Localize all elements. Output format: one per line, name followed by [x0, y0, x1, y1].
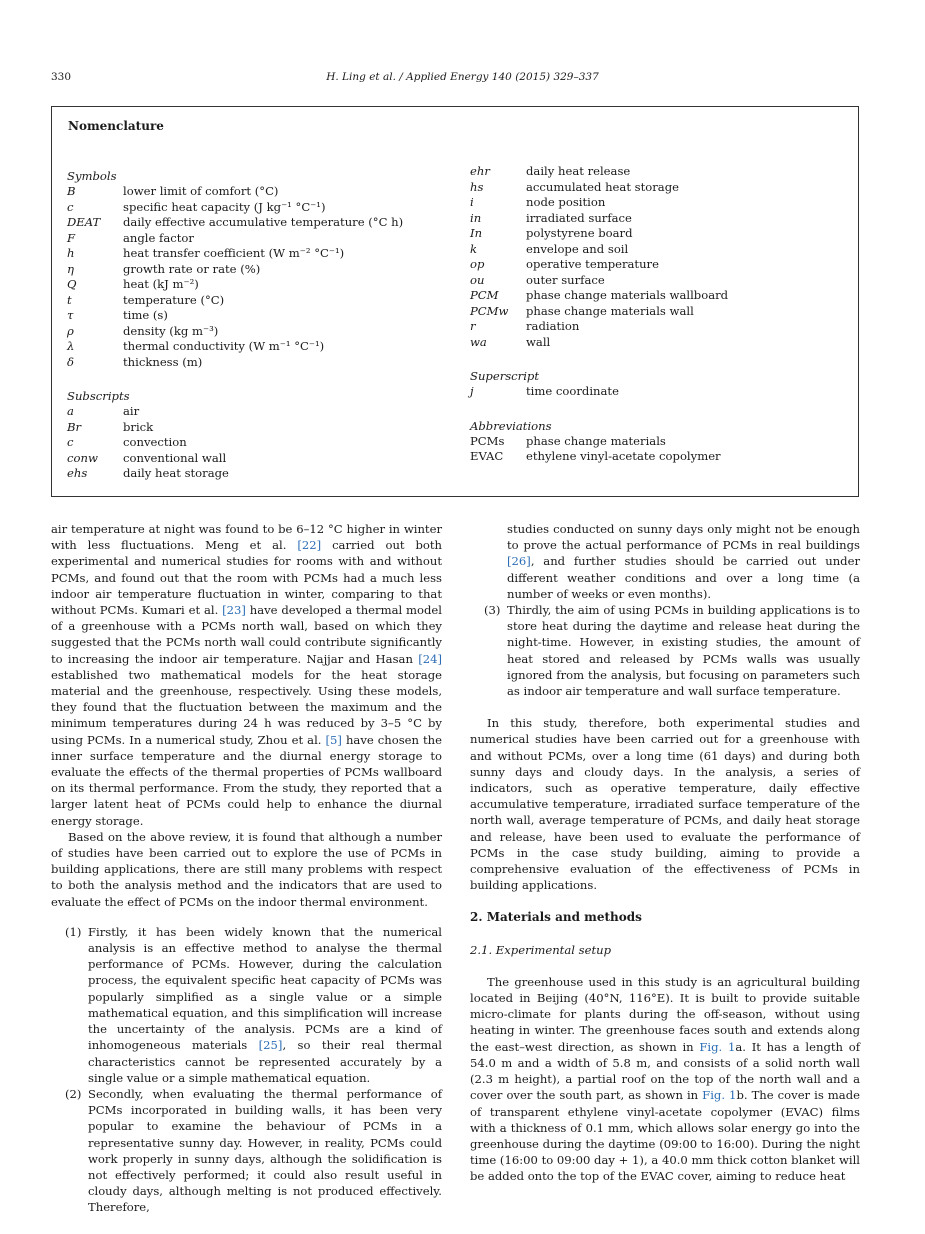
left-column: [51, 521, 442, 1216]
page-number: 330: [51, 71, 72, 83]
nomenclature-entry: [470, 257, 728, 273]
nomenclature-definition: specific heat capacity (J kg⁻¹ °C⁻¹): [123, 199, 326, 214]
nomenclature-symbol: a: [67, 404, 74, 418]
nomenclature-symbol: τ: [67, 308, 74, 322]
nomenclature-definition: wall: [526, 334, 551, 349]
nomenclature-definition: growth rate or rate (%): [123, 261, 261, 276]
nomenclature-entry: [67, 420, 403, 436]
nomenclature-definition: daily effective accumulative temperature (°C h): [123, 215, 404, 229]
nomenclature-symbol: k: [470, 241, 478, 256]
nomenclature-entry: [470, 164, 728, 180]
nomenclature-symbol: t: [67, 292, 72, 307]
nomenclature-definition: polystyrene board: [526, 226, 633, 240]
paragraph: Based on the above review, it is found that although a number of studies have been carried out to explore the use of PCMs in building applications, there are still many problems with respect to both the analysis method and the indicators that are used to evaluate the effect of PCMs on the indoor thermal environment.: [51, 829, 442, 909]
nomenclature-entry: [470, 180, 728, 196]
nomenclature-symbol: λ: [67, 339, 75, 353]
nomenclature-definition: outer surface: [526, 272, 605, 287]
nomenclature-definition: heat transfer coefficient (W m⁻² °C⁻¹): [123, 246, 345, 260]
nomenclature-definition: envelope and soil: [526, 241, 629, 256]
citation-link[interactable]: [25]: [258, 1038, 283, 1053]
nomenclature-symbol: B: [67, 184, 76, 198]
nomenclature-entry: [67, 451, 403, 467]
nomenclature-symbol: PCMs: [470, 433, 505, 448]
paragraph: In this study, therefore, both experimental studies and numerical studies have been carried out for a greenhouse with and without PCMs, over a long time (61 days) and during both sunny days and cloudy days. In the analysis, a series of indicators, such as operative temperature, daily effective accumulative temperature, irradiated surface temperature of the north wall, average temperature of PCMs, and daily heat storage and release, have been used to evaluate the performance of PCMs in the case study building, aiming to provide a comprehensive evaluation of the effectiveness of PCMs in building applications.: [470, 716, 860, 893]
nomenclature-symbol: ou: [470, 272, 485, 287]
nomenclature-section-heading: Symbols: [67, 169, 117, 183]
paragraph: air temperature at night was found to be 6–12 °C higher in winter with less fluctuations. Meng et al. [22] carried out both experimental and numerical studies for rooms with and without PCMs, and found out that the room with PCMs had a much less indoor air temperature fluctuation in winter, comparing to that without PCMs. Kumari et al. [23] have developed a thermal model of a greenhouse with a PCMs north wall, based on which they suggested that the PCMs north wall could contribute significantly to increasing the indoor air temperature. Najjar and Hasan [24] established two mathematical models for the heat storage material and the greenhouse, respectively. Using these models, they found that the fluctuation between the maximum and the minimum temperatures during 24 h was reduced by 3–5 °C by using PCMs. In a numerical study, Zhou et al. [5] have chosen the inner surface temperature and the diurnal energy storage to evaluate the effects of the thermal properties of PCMs wallboard on its thermal performance. From the study, they reported that a larger latent heat of PCMs could help to enhance the diurnal energy storage.: [51, 522, 443, 828]
nomenclature-symbol: h: [67, 246, 75, 260]
nomenclature-symbol: ehs: [67, 466, 88, 480]
nomenclature-entry: [67, 200, 403, 216]
nomenclature-definition: accumulated heat storage: [526, 179, 679, 194]
nomenclature-symbol: i: [470, 195, 474, 209]
nomenclature-entry: [67, 215, 403, 231]
nomenclature-definition: density (kg m⁻³): [123, 323, 219, 338]
nomenclature-entry: [67, 184, 403, 200]
nomenclature-left-column: [67, 168, 403, 482]
nomenclature-entry: [67, 435, 403, 451]
nomenclature-symbol: PCM: [470, 288, 499, 302]
nomenclature-definition: radiation: [526, 319, 580, 333]
nomenclature-entry: [470, 335, 728, 351]
figure-link[interactable]: Fig. 1: [699, 1039, 736, 1054]
nomenclature-right-column: [470, 164, 728, 465]
nomenclature-entry: [67, 466, 403, 482]
citation-link[interactable]: [26]: [507, 554, 531, 569]
nomenclature-entry: [470, 304, 728, 320]
nomenclature-section-heading: Superscript: [470, 369, 540, 383]
right-column: [470, 521, 860, 1185]
nomenclature-definition: phase change materials wall: [526, 303, 694, 318]
figure-link[interactable]: Fig. 1: [702, 1088, 737, 1103]
nomenclature-definition: phase change materials wallboard: [526, 288, 729, 302]
nomenclature-symbol: In: [470, 226, 483, 240]
citation-link[interactable]: [5]: [325, 732, 342, 747]
nomenclature-definition: operative temperature: [526, 257, 659, 271]
running-head: H. Ling et al. / Applied Energy 140 (2015) 329–337: [326, 71, 599, 83]
nomenclature-symbol: wa: [470, 334, 487, 349]
nomenclature-entry: [470, 449, 728, 465]
nomenclature-symbol: r: [470, 319, 476, 333]
nomenclature-symbol: c: [67, 199, 74, 214]
nomenclature-symbol: η: [67, 261, 74, 276]
citation-link[interactable]: [22]: [297, 538, 322, 553]
nomenclature-entry: [470, 211, 728, 227]
list-item: (1) Firstly, it has been widely known that the numerical analysis is an effective method to analyse the thermal performance of PCMs. However, during the calculation process, the equivalent specific heat capacity of PCMs was popularly simplified as a single value or a simple mathematical equation, and this simplification will increase the uncertainty of the analysis. PCMs are a kind of inhomogeneous materials [25], so their real thermal characteristics cannot be represented accurately by a single value or a simple mathematical equation.: [65, 924, 442, 1085]
nomenclature-entry: [470, 319, 728, 335]
nomenclature-symbol: c: [67, 435, 74, 449]
nomenclature-symbol: hs: [470, 179, 484, 194]
nomenclature-symbol: Br: [67, 419, 82, 434]
nomenclature-definition: brick: [123, 419, 154, 434]
nomenclature-symbol: conw: [67, 450, 98, 465]
nomenclature-definition: node position: [526, 195, 606, 209]
nomenclature-definition: convection: [123, 435, 187, 449]
nomenclature-box: [51, 106, 859, 497]
nomenclature-symbol: EVAC: [470, 449, 504, 463]
nomenclature-definition: phase change materials: [526, 433, 666, 448]
nomenclature-entry: [67, 277, 403, 293]
nomenclature-entry: [470, 288, 728, 304]
subsection-heading: 2.1. Experimental setup: [470, 942, 611, 957]
nomenclature-symbol: F: [67, 230, 76, 245]
nomenclature-definition: time (s): [123, 308, 168, 322]
list-item: (3) Thirdly, the aim of using PCMs in building applications is to store heat during the daytime and release heat during the night-time. However, in existing studies, the amount of heat stored and released by PCMs walls was usually ignored from the analysis, but focusing on parameters such as indoor air temperature and wall surface temperature.: [484, 603, 860, 699]
nomenclature-symbol: DEAT: [67, 215, 101, 229]
nomenclature-symbol: in: [470, 210, 482, 225]
paragraph: The greenhouse used in this study is an agricultural building located in Beijing (40°N, 116°E). It is built to provide suitable micro-climate for plants during the off-season, without using heating in winter. The greenhouse faces south and extends along the east–west direction, as shown in Fig. 1a. It has a length of 54.0 m and a width of 5.8 m, and consists of a solid north wall (2.3 m height), a partial roof on the top of the north wall and a cover over the south part, as shown in Fig. 1b. The cover is made of transparent ethylene vinyl-acetate copolymer (EVAC) films with a thickness of 0.1 mm, which allows solar energy go into the greenhouse during the daytime (09:00 to 16:00). During the night time (16:00 to 09:00 day + 1), a 40.0 mm thick cotton blanket will be added onto the top of the EVAC cover, aiming to reduce heat: [470, 974, 861, 1184]
nomenclature-entry: [470, 195, 728, 211]
citation-link[interactable]: [23]: [222, 603, 246, 618]
nomenclature-entry: [67, 246, 403, 262]
nomenclature-entry: [67, 404, 403, 420]
nomenclature-definition: time coordinate: [526, 384, 619, 398]
nomenclature-definition: angle factor: [123, 230, 194, 245]
nomenclature-symbol: op: [470, 257, 485, 271]
nomenclature-section-heading: Abbreviations: [470, 418, 552, 433]
nomenclature-title: Nomenclature: [68, 119, 164, 133]
nomenclature-entry: [470, 242, 728, 258]
nomenclature-definition: thickness (m): [123, 354, 203, 369]
nomenclature-entry: [67, 339, 403, 355]
nomenclature-definition: thermal conductivity (W m⁻¹ °C⁻¹): [123, 339, 325, 353]
list-item-continued: studies conducted on sunny days only might not be enough to prove the actual performance of PCMs in real buildings [26], and further studies should be carried out under different weather conditions and over a long time (a number of weeks or even months).: [507, 522, 860, 601]
nomenclature-entry: [67, 324, 403, 340]
nomenclature-entry: [470, 226, 728, 242]
nomenclature-definition: heat (kJ m⁻²): [123, 277, 199, 291]
nomenclature-definition: daily heat storage: [123, 466, 229, 480]
nomenclature-definition: temperature (°C): [123, 292, 225, 307]
nomenclature-definition: daily heat release: [526, 164, 631, 178]
nomenclature-definition: lower limit of comfort (°C): [123, 184, 279, 198]
nomenclature-entry: [67, 293, 403, 309]
nomenclature-entry: [67, 355, 403, 371]
nomenclature-definition: irradiated surface: [526, 210, 632, 225]
nomenclature-definition: ethylene vinyl-acetate copolymer: [526, 449, 721, 463]
nomenclature-symbol: Q: [67, 277, 77, 291]
nomenclature-symbol: PCMw: [470, 303, 509, 318]
citation-link[interactable]: [24]: [418, 651, 442, 666]
nomenclature-entry: [470, 434, 728, 450]
nomenclature-section-heading: Subscripts: [67, 389, 130, 403]
nomenclature-entry: [67, 262, 403, 278]
nomenclature-symbol: δ: [67, 354, 74, 369]
nomenclature-entry: [470, 273, 728, 289]
nomenclature-entry: [67, 308, 403, 324]
nomenclature-symbol: ehr: [470, 164, 490, 178]
nomenclature-entry: [67, 231, 403, 247]
list-item: (2) Secondly, when evaluating the thermal performance of PCMs incorporated in building walls, it has been very popular to examine the behaviour of PCMs in a representative sunny day. However, in reality, PCMs could work properly in sunny days, although the solidification is not effectively performed; it could also result useful in cloudy days, although melting is not produced effectively. Therefore,: [65, 1086, 442, 1215]
nomenclature-entry: [470, 384, 728, 400]
nomenclature-definition: air: [123, 404, 140, 418]
nomenclature-definition: conventional wall: [123, 450, 227, 465]
section-heading: 2. Materials and methods: [470, 910, 642, 925]
nomenclature-symbol: ρ: [67, 323, 74, 338]
nomenclature-symbol: j: [470, 384, 474, 398]
